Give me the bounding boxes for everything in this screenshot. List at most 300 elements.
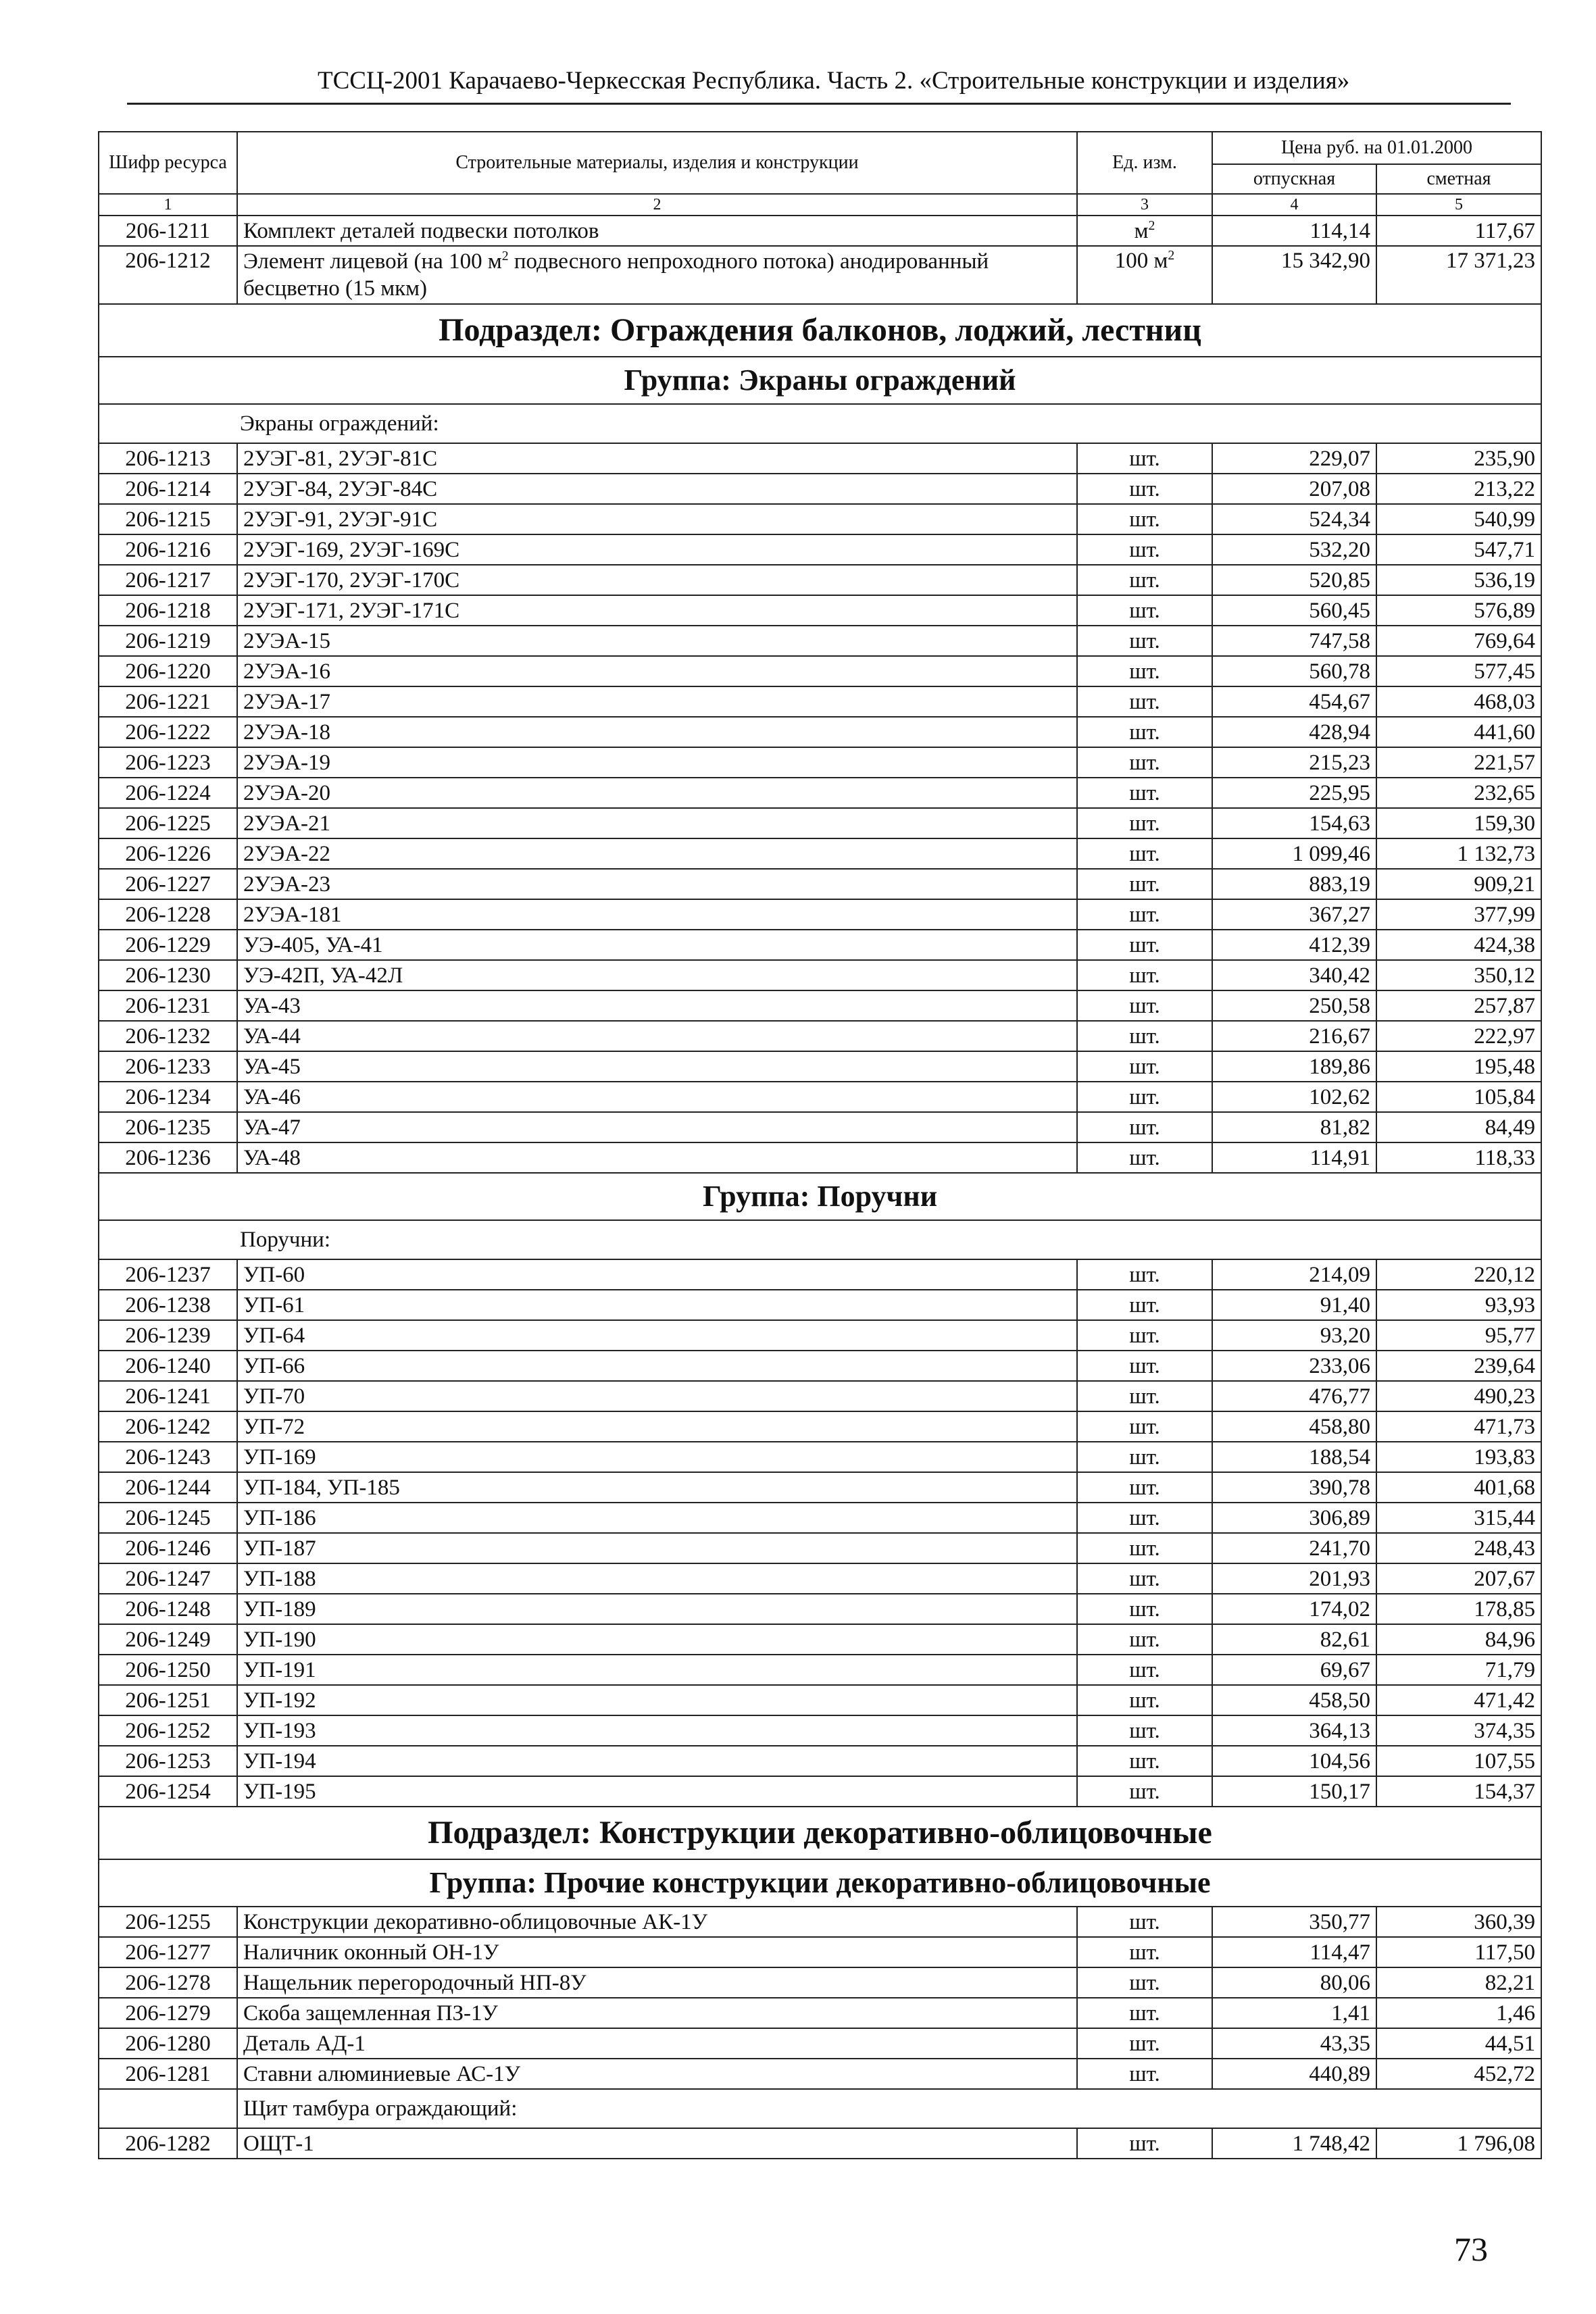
table-row <box>99 595 1541 626</box>
table-row <box>99 1937 1541 1967</box>
release-price: 250,58 <box>1212 990 1376 1021</box>
unit-of-measure: шт. <box>1077 1624 1212 1655</box>
release-price: 364,13 <box>1212 1715 1376 1746</box>
unit-of-measure: шт. <box>1077 1967 1212 1998</box>
table-row <box>99 1112 1541 1142</box>
resource-code: 206-1211 <box>99 216 237 246</box>
material-name: УЭ-405, УА-41 <box>237 930 1077 960</box>
material-name: 2УЭА-22 <box>237 838 1077 869</box>
material-name: Ставни алюминиевые АС-1У <box>237 2059 1077 2089</box>
material-name: Нащельник перегородочный НП-8У <box>237 1967 1077 1998</box>
release-price: 81,82 <box>1212 1112 1376 1142</box>
material-name: УП-194 <box>237 1746 1077 1776</box>
release-price: 520,85 <box>1212 565 1376 595</box>
material-name: УП-188 <box>237 1563 1077 1594</box>
resource-code: 206-1243 <box>99 1442 237 1472</box>
table-row <box>99 838 1541 869</box>
resource-code: 206-1220 <box>99 656 237 686</box>
release-price: 82,61 <box>1212 1624 1376 1655</box>
estimate-price: 107,55 <box>1376 1746 1541 1776</box>
unit-of-measure: шт. <box>1077 869 1212 899</box>
material-name: 2УЭА-19 <box>237 747 1077 778</box>
material-name: 2УЭА-16 <box>237 656 1077 686</box>
material-name: УА-45 <box>237 1051 1077 1082</box>
estimate-price: 222,97 <box>1376 1021 1541 1051</box>
resource-code: 206-1237 <box>99 1259 237 1290</box>
table-row <box>99 565 1541 595</box>
estimate-price: 117,50 <box>1376 1937 1541 1967</box>
resource-code: 206-1234 <box>99 1082 237 1112</box>
unit-of-measure: шт. <box>1077 778 1212 808</box>
subsection-row <box>99 1807 1541 1859</box>
table-row <box>99 1998 1541 2028</box>
estimate-price: 84,49 <box>1376 1112 1541 1142</box>
resource-code: 206-1228 <box>99 899 237 930</box>
resource-code: 206-1239 <box>99 1320 237 1351</box>
table-row <box>99 1563 1541 1594</box>
unit-of-measure: шт. <box>1077 990 1212 1021</box>
table-row <box>99 686 1541 717</box>
group-row <box>99 1173 1541 1220</box>
column-header-price: Цена руб. на 01.01.2000 <box>1212 132 1541 164</box>
resource-code: 206-1215 <box>99 504 237 534</box>
estimate-price: 178,85 <box>1376 1594 1541 1624</box>
unit-of-measure: шт. <box>1077 474 1212 504</box>
unit-of-measure: шт. <box>1077 1776 1212 1807</box>
estimate-price: 576,89 <box>1376 595 1541 626</box>
unit-of-measure: шт. <box>1077 1746 1212 1776</box>
estimate-price: 540,99 <box>1376 504 1541 534</box>
table-row <box>99 930 1541 960</box>
release-price: 1,41 <box>1212 1998 1376 2028</box>
table-row <box>99 474 1541 504</box>
table-row <box>99 1051 1541 1082</box>
material-name: УА-47 <box>237 1112 1077 1142</box>
empty-code-cell <box>99 2089 237 2128</box>
estimate-price: 424,38 <box>1376 930 1541 960</box>
resource-code: 206-1230 <box>99 960 237 990</box>
unit-of-measure: шт. <box>1077 960 1212 990</box>
resource-code: 206-1217 <box>99 565 237 595</box>
release-price: 1 099,46 <box>1212 838 1376 869</box>
column-header-release-price: отпускная <box>1212 164 1376 194</box>
material-name: УП-60 <box>237 1259 1077 1290</box>
unit-of-measure: шт. <box>1077 1655 1212 1685</box>
table-row <box>99 216 1541 246</box>
group-title: Группа: Экраны ограждений <box>99 357 1541 404</box>
release-price: 93,20 <box>1212 1320 1376 1351</box>
material-name: 2УЭА-15 <box>237 626 1077 656</box>
estimate-price: 213,22 <box>1376 474 1541 504</box>
release-price: 747,58 <box>1212 626 1376 656</box>
table-row <box>99 717 1541 747</box>
resource-code: 206-1223 <box>99 747 237 778</box>
resource-code: 206-1245 <box>99 1503 237 1533</box>
release-price: 390,78 <box>1212 1472 1376 1503</box>
resource-code: 206-1282 <box>99 2128 237 2159</box>
table-row <box>99 1685 1541 1715</box>
unit-of-measure: шт. <box>1077 2128 1212 2159</box>
release-price: 114,14 <box>1212 216 1376 246</box>
release-price: 883,19 <box>1212 869 1376 899</box>
unit-of-measure: шт. <box>1077 930 1212 960</box>
resource-code: 206-1214 <box>99 474 237 504</box>
resource-code: 206-1231 <box>99 990 237 1021</box>
resource-code: 206-1279 <box>99 1998 237 2028</box>
material-name: УЭ-42П, УА-42Л <box>237 960 1077 990</box>
unit-of-measure: шт. <box>1077 1320 1212 1351</box>
estimate-price: 374,35 <box>1376 1715 1541 1746</box>
table-row <box>99 1715 1541 1746</box>
unit-of-measure: шт. <box>1077 1937 1212 1967</box>
table-row <box>99 899 1541 930</box>
table-row <box>99 1967 1541 1998</box>
release-price: 91,40 <box>1212 1290 1376 1320</box>
unit-of-measure: шт. <box>1077 717 1212 747</box>
release-price: 340,42 <box>1212 960 1376 990</box>
table-row <box>99 2059 1541 2089</box>
resource-code: 206-1235 <box>99 1112 237 1142</box>
estimate-price: 452,72 <box>1376 2059 1541 2089</box>
resource-code: 206-1253 <box>99 1746 237 1776</box>
resource-code: 206-1226 <box>99 838 237 869</box>
unit-of-measure: шт. <box>1077 1259 1212 1290</box>
resource-code: 206-1254 <box>99 1776 237 1807</box>
material-name: УП-187 <box>237 1533 1077 1563</box>
resource-code: 206-1222 <box>99 717 237 747</box>
table-row <box>99 1533 1541 1563</box>
table-row <box>99 869 1541 899</box>
table-row <box>99 1082 1541 1112</box>
material-name: 2УЭГ-170, 2УЭГ-170С <box>237 565 1077 595</box>
resource-code: 206-1247 <box>99 1563 237 1594</box>
material-name: УА-44 <box>237 1021 1077 1051</box>
column-number: 2 <box>237 194 1077 216</box>
estimate-price: 490,23 <box>1376 1381 1541 1411</box>
material-name: УП-169 <box>237 1442 1077 1472</box>
material-name: 2УЭА-23 <box>237 869 1077 899</box>
resource-code: 206-1280 <box>99 2028 237 2059</box>
release-price: 154,63 <box>1212 808 1376 838</box>
caption-text: Поручни: <box>99 1220 1541 1259</box>
unit-of-measure: шт. <box>1077 1563 1212 1594</box>
release-price: 114,47 <box>1212 1937 1376 1967</box>
unit-of-measure: шт. <box>1077 1381 1212 1411</box>
caption-row <box>99 2089 1541 2128</box>
resource-code: 206-1240 <box>99 1351 237 1381</box>
unit-of-measure: шт. <box>1077 504 1212 534</box>
release-price: 458,80 <box>1212 1411 1376 1442</box>
resource-code: 206-1213 <box>99 443 237 474</box>
estimate-price: 536,19 <box>1376 565 1541 595</box>
table-row <box>99 1320 1541 1351</box>
estimate-price: 221,57 <box>1376 747 1541 778</box>
unit-of-measure: 100 $м^2$ <box>1077 246 1212 304</box>
table-row <box>99 808 1541 838</box>
material-name: 2УЭА-17 <box>237 686 1077 717</box>
caption-row <box>99 1220 1541 1259</box>
estimate-price: 909,21 <box>1376 869 1541 899</box>
material-name: УА-46 <box>237 1082 1077 1112</box>
resource-code: 206-1219 <box>99 626 237 656</box>
material-name: УП-61 <box>237 1290 1077 1320</box>
estimate-price: 315,44 <box>1376 1503 1541 1533</box>
estimate-price: 195,48 <box>1376 1051 1541 1082</box>
group-title: Группа: Прочие конструкции декоративно-облицовочные <box>99 1859 1541 1907</box>
table-row <box>99 656 1541 686</box>
estimate-price: 239,64 <box>1376 1351 1541 1381</box>
release-price: 560,78 <box>1212 656 1376 686</box>
resource-code: 206-1250 <box>99 1655 237 1685</box>
table-row <box>99 1624 1541 1655</box>
table-row <box>99 626 1541 656</box>
unit-of-measure: шт. <box>1077 1685 1212 1715</box>
estimate-price: 17 371,23 <box>1376 246 1541 304</box>
resource-code: 206-1216 <box>99 534 237 565</box>
release-price: 216,67 <box>1212 1021 1376 1051</box>
estimate-price: 350,12 <box>1376 960 1541 990</box>
unit-of-measure: шт. <box>1077 1442 1212 1472</box>
column-header-name: Строительные материалы, изделия и конструкции <box>237 132 1077 194</box>
unit-of-measure: шт. <box>1077 1082 1212 1112</box>
resource-code: 206-1246 <box>99 1533 237 1563</box>
column-number: 5 <box>1376 194 1541 216</box>
material-name: УП-70 <box>237 1381 1077 1411</box>
release-price: 102,62 <box>1212 1082 1376 1112</box>
release-price: 428,94 <box>1212 717 1376 747</box>
table-header-row <box>99 132 1541 164</box>
release-price: 458,50 <box>1212 1685 1376 1715</box>
release-price: 214,09 <box>1212 1259 1376 1290</box>
table-row <box>99 504 1541 534</box>
table-row <box>99 1290 1541 1320</box>
unit-of-measure: шт. <box>1077 1594 1212 1624</box>
resource-code: 206-1249 <box>99 1624 237 1655</box>
table-row <box>99 1746 1541 1776</box>
page-number: 73 <box>1454 2230 1488 2268</box>
material-name: Скоба защемленная ПЗ-1У <box>237 1998 1077 2028</box>
material-name: Комплект деталей подвески потолков <box>237 216 1077 246</box>
estimate-price: 468,03 <box>1376 686 1541 717</box>
unit-of-measure: $м^2$ <box>1077 216 1212 246</box>
unit-of-measure: шт. <box>1077 626 1212 656</box>
unit-of-measure: шт. <box>1077 656 1212 686</box>
resource-code: 206-1277 <box>99 1937 237 1967</box>
caption-text: Экраны ограждений: <box>99 404 1541 443</box>
release-price: 241,70 <box>1212 1533 1376 1563</box>
release-price: 350,77 <box>1212 1907 1376 1937</box>
table-row <box>99 778 1541 808</box>
estimate-price: 360,39 <box>1376 1907 1541 1937</box>
unit-of-measure: шт. <box>1077 1351 1212 1381</box>
unit-of-measure: шт. <box>1077 595 1212 626</box>
release-price: 174,02 <box>1212 1594 1376 1624</box>
estimate-price: 95,77 <box>1376 1320 1541 1351</box>
group-title: Группа: Поручни <box>99 1173 1541 1220</box>
material-name: Конструкции декоративно-облицовочные АК-1У <box>237 1907 1077 1937</box>
table-row <box>99 1021 1541 1051</box>
subsection-row <box>99 304 1541 357</box>
release-price: 367,27 <box>1212 899 1376 930</box>
unit-of-measure: шт. <box>1077 2059 1212 2089</box>
unit-of-measure: шт. <box>1077 1998 1212 2028</box>
estimate-price: 577,45 <box>1376 656 1541 686</box>
unit-of-measure: шт. <box>1077 1533 1212 1563</box>
unit-of-measure: шт. <box>1077 1021 1212 1051</box>
release-price: 69,67 <box>1212 1655 1376 1685</box>
column-header-unit: Ед. изм. <box>1077 132 1212 194</box>
material-name: 2УЭА-181 <box>237 899 1077 930</box>
release-price: 225,95 <box>1212 778 1376 808</box>
resource-code: 206-1248 <box>99 1594 237 1624</box>
release-price: 104,56 <box>1212 1746 1376 1776</box>
table-row <box>99 1907 1541 1937</box>
resource-code: 206-1255 <box>99 1907 237 1937</box>
table-row <box>99 990 1541 1021</box>
table-row <box>99 534 1541 565</box>
estimate-price: 44,51 <box>1376 2028 1541 2059</box>
resource-code: 206-1244 <box>99 1472 237 1503</box>
estimate-price: 1 796,08 <box>1376 2128 1541 2159</box>
table-row <box>99 1351 1541 1381</box>
release-price: 189,86 <box>1212 1051 1376 1082</box>
table-row <box>99 1776 1541 1807</box>
estimate-price: 547,71 <box>1376 534 1541 565</box>
unit-of-measure: шт. <box>1077 565 1212 595</box>
material-name: 2УЭА-20 <box>237 778 1077 808</box>
unit-of-measure: шт. <box>1077 534 1212 565</box>
release-price: 80,06 <box>1212 1967 1376 1998</box>
release-price: 532,20 <box>1212 534 1376 565</box>
caption-text: Щит тамбура ограждающий: <box>237 2089 1541 2128</box>
subsection-title: Подраздел: Ограждения балконов, лоджий, лестниц <box>99 304 1541 357</box>
material-name: 2УЭГ-169, 2УЭГ-169С <box>237 534 1077 565</box>
release-price: 114,91 <box>1212 1142 1376 1173</box>
table-row <box>99 1381 1541 1411</box>
material-name: 2УЭГ-84, 2УЭГ-84С <box>237 474 1077 504</box>
table-row <box>99 1411 1541 1442</box>
release-price: 560,45 <box>1212 595 1376 626</box>
column-number: 4 <box>1212 194 1376 216</box>
price-table <box>98 131 1542 2159</box>
group-row <box>99 357 1541 404</box>
estimate-price: 377,99 <box>1376 899 1541 930</box>
estimate-price: 232,65 <box>1376 778 1541 808</box>
release-price: 15 342,90 <box>1212 246 1376 304</box>
estimate-price: 159,30 <box>1376 808 1541 838</box>
material-name: УП-64 <box>237 1320 1077 1351</box>
material-name: УП-66 <box>237 1351 1077 1381</box>
subsection-title: Подраздел: Конструкции декоративно-облицовочные <box>99 1807 1541 1859</box>
table-row <box>99 960 1541 990</box>
unit-of-measure: шт. <box>1077 1411 1212 1442</box>
unit-of-measure: шт. <box>1077 1142 1212 1173</box>
resource-code: 206-1229 <box>99 930 237 960</box>
column-number: 1 <box>99 194 237 216</box>
table-row <box>99 1142 1541 1173</box>
table-row <box>99 1259 1541 1290</box>
resource-code: 206-1252 <box>99 1715 237 1746</box>
resource-code: 206-1232 <box>99 1021 237 1051</box>
material-name: УП-189 <box>237 1594 1077 1624</box>
material-name: УП-193 <box>237 1715 1077 1746</box>
unit-of-measure: шт. <box>1077 747 1212 778</box>
resource-code: 206-1278 <box>99 1967 237 1998</box>
unit-of-measure: шт. <box>1077 1503 1212 1533</box>
estimate-price: 1,46 <box>1376 1998 1541 2028</box>
column-header-estimate-price: сметная <box>1376 164 1541 194</box>
material-name: 2УЭА-21 <box>237 808 1077 838</box>
unit-of-measure: шт. <box>1077 2028 1212 2059</box>
estimate-price: 84,96 <box>1376 1624 1541 1655</box>
table-row <box>99 2028 1541 2059</box>
column-number: 3 <box>1077 194 1212 216</box>
estimate-price: 93,93 <box>1376 1290 1541 1320</box>
material-name: УП-72 <box>237 1411 1077 1442</box>
estimate-price: 248,43 <box>1376 1533 1541 1563</box>
release-price: 476,77 <box>1212 1381 1376 1411</box>
group-row <box>99 1859 1541 1907</box>
material-name: Элемент лицевой (на 100 $м^2$ подвесного непроходного потока) анодированный бесцветно (15 мкм) <box>237 246 1077 304</box>
release-price: 524,34 <box>1212 504 1376 534</box>
estimate-price: 118,33 <box>1376 1142 1541 1173</box>
resource-code: 206-1281 <box>99 2059 237 2089</box>
unit-of-measure: шт. <box>1077 1051 1212 1082</box>
unit-of-measure: шт. <box>1077 1290 1212 1320</box>
resource-code: 206-1218 <box>99 595 237 626</box>
resource-code: 206-1224 <box>99 778 237 808</box>
material-name: УП-195 <box>237 1776 1077 1807</box>
material-name: 2УЭА-18 <box>237 717 1077 747</box>
release-price: 43,35 <box>1212 2028 1376 2059</box>
table-row <box>99 246 1541 304</box>
caption-row <box>99 404 1541 443</box>
material-name: УП-190 <box>237 1624 1077 1655</box>
release-price: 201,93 <box>1212 1563 1376 1594</box>
release-price: 188,54 <box>1212 1442 1376 1472</box>
table-row <box>99 2128 1541 2159</box>
estimate-price: 105,84 <box>1376 1082 1541 1112</box>
resource-code: 206-1227 <box>99 869 237 899</box>
estimate-price: 471,73 <box>1376 1411 1541 1442</box>
resource-code: 206-1225 <box>99 808 237 838</box>
estimate-price: 117,67 <box>1376 216 1541 246</box>
page-header: ТССЦ-2001 Карачаево-Черкесская Республика. Часть 2. «Строительные конструкции и изделия» <box>318 67 1350 95</box>
release-price: 306,89 <box>1212 1503 1376 1533</box>
unit-of-measure: шт. <box>1077 686 1212 717</box>
resource-code: 206-1212 <box>99 246 237 304</box>
table-row <box>99 1594 1541 1624</box>
release-price: 233,06 <box>1212 1351 1376 1381</box>
material-name: УП-184, УП-185 <box>237 1472 1077 1503</box>
material-name: Наличник оконный ОН-1У <box>237 1937 1077 1967</box>
estimate-price: 401,68 <box>1376 1472 1541 1503</box>
resource-code: 206-1236 <box>99 1142 237 1173</box>
estimate-price: 257,87 <box>1376 990 1541 1021</box>
header-rule <box>127 103 1511 105</box>
material-name: УА-43 <box>237 990 1077 1021</box>
resource-code: 206-1221 <box>99 686 237 717</box>
release-price: 215,23 <box>1212 747 1376 778</box>
estimate-price: 71,79 <box>1376 1655 1541 1685</box>
resource-code: 206-1241 <box>99 1381 237 1411</box>
estimate-price: 235,90 <box>1376 443 1541 474</box>
table-row <box>99 1442 1541 1472</box>
unit-of-measure: шт. <box>1077 1112 1212 1142</box>
material-name: УА-48 <box>237 1142 1077 1173</box>
table-row <box>99 443 1541 474</box>
table-row <box>99 1472 1541 1503</box>
